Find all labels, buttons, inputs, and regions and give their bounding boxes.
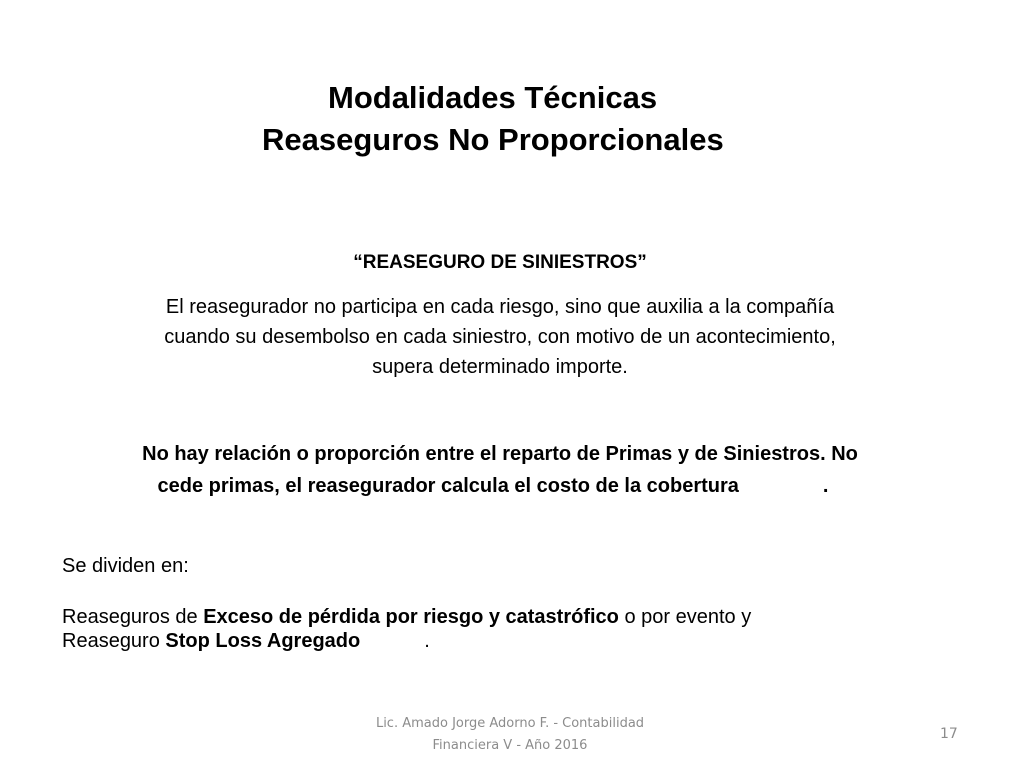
types-excess-loss: Exceso de pérdida por riesgo y catastrófico [203,606,619,628]
definition-line-3: supera determinado importe. [372,356,628,378]
definition-line-2: cuando su desembolso en cada siniestro, con motivo de un acontecimiento, [164,326,836,348]
emphasis-paragraph [0,438,1000,502]
types-stop-loss: Stop Loss Agregado [165,630,361,652]
divide-label: Se dividen en: [62,555,189,577]
slide-title-line-2: Reaseguros No Proporcionales [262,122,724,157]
types-line-2 [62,629,751,653]
types-line-1 [62,605,751,629]
emphasis-line-2 [0,470,1000,502]
page-number: 17 [940,726,958,742]
types-paragraph [62,605,751,653]
footer-line-1: Lic. Amado Jorge Adorno F. - Contabilidad [375,716,645,731]
section-heading: “REASEGURO DE SINIESTROS” [353,252,647,273]
footer-line-2: Financiera V - Año 2016 [432,738,588,753]
slide-title: Modalidades Técnicas [328,80,658,115]
definition-line-1: El reasegurador no participa en cada riesgo, sino que auxilia a la compañía [165,296,835,318]
emphasis-line-2-text: cede primas, el reasegurador calcula el costo de la cobertura [157,475,739,497]
definition-paragraph [0,292,1000,382]
footer-credit [360,713,660,757]
emphasis-line-2-period: . [822,475,829,497]
types-middle: o por evento y [618,606,752,628]
types-prefix: Reaseguros de [62,606,204,628]
types-line-2-period: . [424,630,430,652]
types-line-2-prefix: Reaseguro [62,630,166,652]
emphasis-line-1: No hay relación o proporción entre el reparto de Primas y de Siniestros. No [142,443,858,465]
